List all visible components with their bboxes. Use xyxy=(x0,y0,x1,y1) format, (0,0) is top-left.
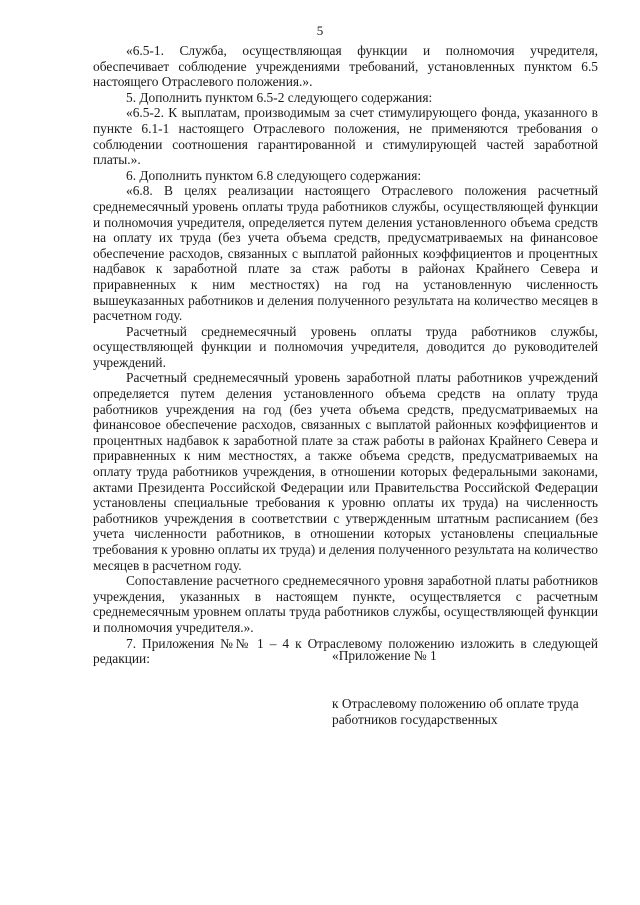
paragraph-institution-level: Расчетный среднемесячный уровень заработной платы работников учреждений определяется путем деления установленного объема средств на оплату труда работников учреждения на год (без учета объема средств, предусматриваемых на финансовое обеспечение расходов, связанных с выплатой районных коэффициентов и процентных надбавок к заработной плате за стаж работы в районах Крайнего Севера и приравненных к ним местностях, а также объема средств, предусматриваемых на оплату труда работников учреждения, в отношении которых федеральными законами, актами Президента Российской Федерации или Правительства Российской Федерации установлены специальные требования к уровню оплаты их труда) на численность работников учреждения в соответствии с утвержденным штатным расписанием (без учета численности работников, в отношении которых установлены специальные требования к уровню оплаты их труда) и деления полученного результата на количество месяцев в расчетном году. xyxy=(93,370,598,573)
paragraph-item-5: 5. Дополнить пунктом 6.5-2 следующего содержания: xyxy=(126,89,433,105)
paragraph-item-6: 6. Дополнить пунктом 6.8 следующего содержания: xyxy=(126,167,422,183)
paragraph-comparison: Сопоставление расчетного среднемесячного уровня заработной платы работников учреждения, указанных в настоящем пункте, осуществляется с расчетным среднемесячным уровнем оплаты труда работников службы, осуществляющей функции и полномочия учредителя.». xyxy=(93,573,598,635)
appendix-title: «Приложение № 1 xyxy=(332,648,437,663)
paragraph-6-5-2: «6.5-2. К выплатам, производимым за счет стимулирующего фонда, указанного в пункте 6.1-1 настоящего Отраслевого положения, не применяются требования о соблюдении соотношения гарантированной и стимулирующей частей заработной платы.». xyxy=(93,105,598,168)
appendix-header xyxy=(332,648,602,728)
paragraph-6-5-1: «6.5-1. Служба, осуществляющая функции и полномочия учредителя, обеспечивает соблюдение учреждениями требований, установленных пунктом 6.5 настоящего Отраслевого положения.». xyxy=(93,43,598,90)
paragraph-service-level: Расчетный среднемесячный уровень оплаты труда работников службы, осуществляющей функции и полномочия учредителя, доводится до руководителей учреждений. xyxy=(93,323,598,370)
paragraph-item-7: 7. Приложения №№ 1 – 4 к Отраслевому положению изложить в следующей редакции: xyxy=(93,635,598,667)
document-body xyxy=(93,43,598,667)
paragraph-6-8: «6.8. В целях реализации настоящего Отраслевого положения расчетный среднемесячный уровень оплаты труда работников службы, осуществляющей функции и полномочия учредителя, определяется путем деления установленного объема средств на оплату их труда (без учета объема средств, предусматриваемых на финансовое обеспечение расходов, связанных с выплатой районных коэффициентов и процентных надбавок к заработной плате за стаж работы в районах Крайнего Севера и приравненных к ним местностях) на год на установленную численность вышеуказанных работников и деления полученного результата на количество месяцев в расчетном году. xyxy=(93,183,598,324)
page-number: 5 xyxy=(316,23,324,38)
appendix-subtitle: к Отраслевому положению об оплате труда работников государственных xyxy=(332,696,579,727)
